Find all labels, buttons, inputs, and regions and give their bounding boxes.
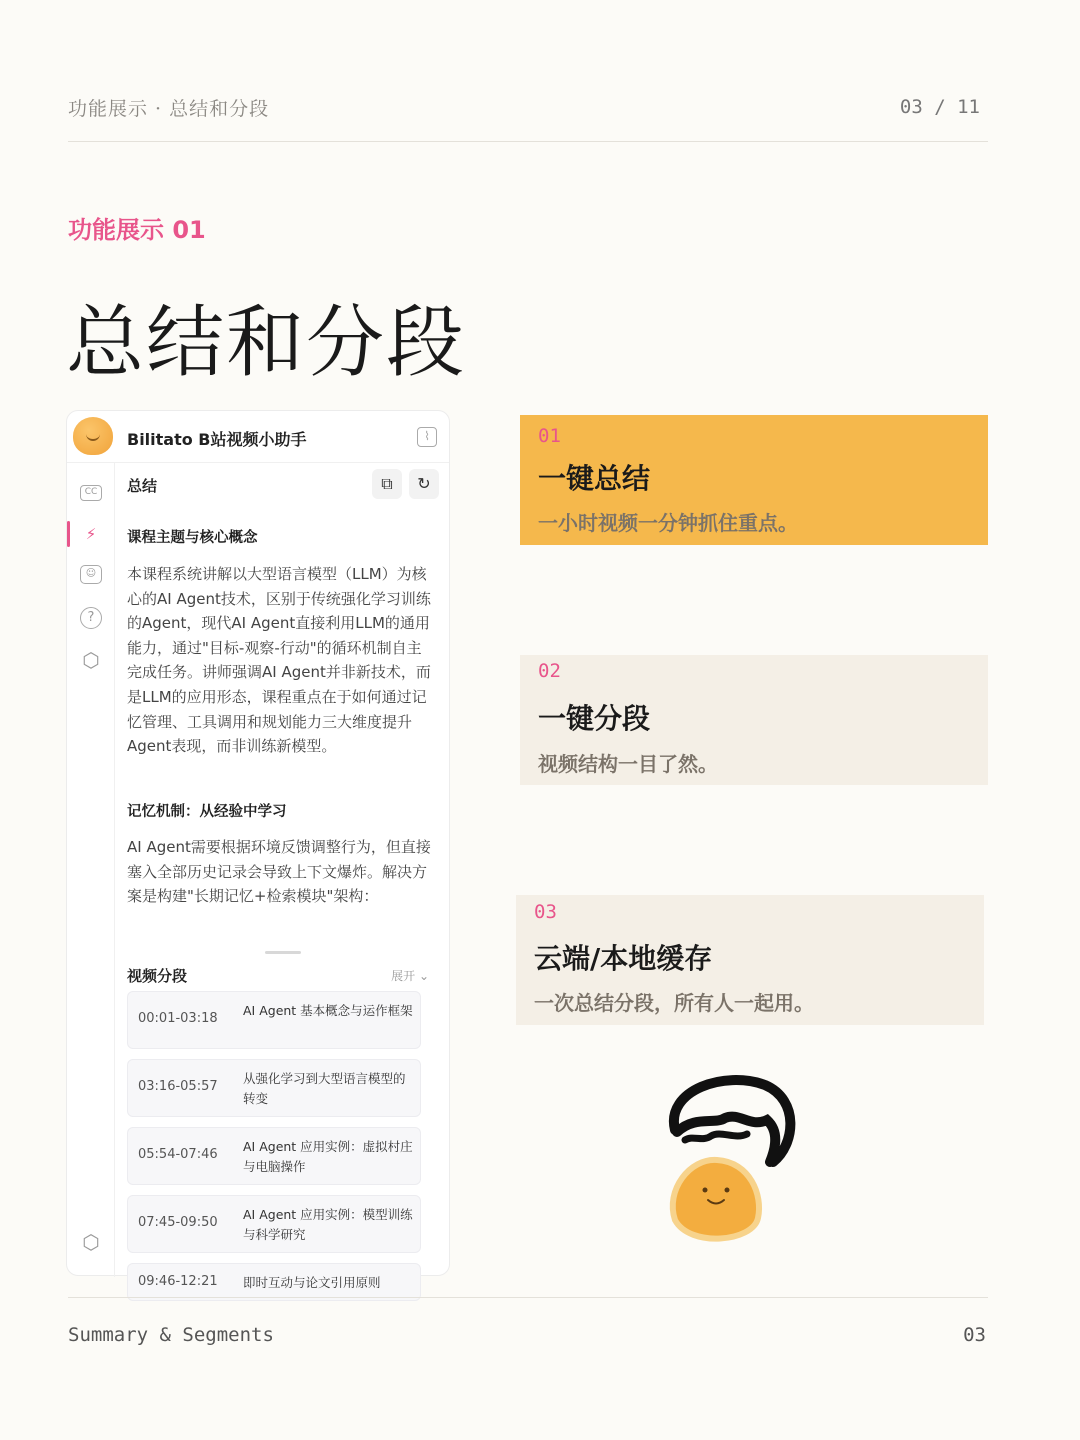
segment-item[interactable]	[127, 1263, 421, 1301]
chat-icon[interactable]: ☺	[80, 565, 102, 584]
settings-icon[interactable]: ⬡	[82, 1230, 100, 1254]
refresh-icon[interactable]: ↻	[409, 469, 439, 499]
segments-heading: 视频分段	[127, 967, 188, 985]
feature-number: 03	[534, 901, 557, 923]
feature-number: 01	[538, 425, 561, 447]
bolt-icon[interactable]: ⚡	[85, 525, 97, 543]
segment-time: 09:46-12:21	[138, 1274, 218, 1289]
segment-title: AI Agent 应用实例：虚拟村庄与电脑操作	[243, 1139, 413, 1174]
page-indicator: 03 / 11	[899, 96, 980, 118]
copy-icon[interactable]: ⧉	[372, 469, 402, 499]
section-body: 本课程系统讲解以大型语言模型（LLM）为核心的AI Agent技术，区别于传统强化学习训练的Agent，现代AI Agent直接利用LLM的通用能力，通过"目标-观察-行动"的循环机制自主完成任务。讲师强调AI Agent并非新技术，而是LLM的应用形态，课程重点在于如何通过记忆管理、工具调用和规划能力三大维度提升Agent表现，而非训练新模型。	[127, 565, 431, 756]
segment-title: 从强化学习到大型语言模型的转变	[243, 1071, 406, 1106]
section-heading: 课程主题与核心概念	[127, 530, 258, 546]
feature-card	[520, 655, 988, 785]
segment-item[interactable]	[127, 1059, 421, 1117]
footer-caption: Summary & Segments	[68, 1324, 274, 1346]
settings-icon[interactable]: ⬡	[82, 648, 100, 672]
summary-content	[127, 463, 439, 1290]
segment-item[interactable]	[127, 991, 421, 1049]
summary-heading: 总结	[127, 477, 158, 495]
help-icon[interactable]: ?	[80, 607, 102, 629]
scroll-handle[interactable]	[265, 951, 301, 954]
feature-desc: 一小时视频一分钟抓住重点。	[538, 511, 798, 535]
segment-title: 即时互动与论文引用原则	[243, 1275, 381, 1290]
expand-label: 展开	[391, 969, 416, 983]
mascot-sticker	[655, 1070, 805, 1250]
segment-item[interactable]	[127, 1195, 421, 1253]
app-title: Bilitato B站视频小助手	[127, 430, 307, 449]
feature-card	[516, 895, 984, 1025]
feature-desc: 视频结构一目了然。	[538, 752, 718, 776]
section-heading: 记忆机制：从经验中学习	[127, 804, 287, 820]
section-body: AI Agent需要根据环境反馈调整行为，但直接塞入全部历史记录会导致上下文爆炸。解决方案是构建"长期记忆+检索模块"架构：	[127, 838, 431, 906]
footer-page-number: 03	[963, 1324, 986, 1346]
side-rail	[67, 463, 115, 1277]
active-indicator	[67, 521, 70, 547]
feature-title: 一键总结	[538, 462, 651, 495]
feature-card	[520, 415, 988, 545]
app-panel	[66, 410, 450, 1290]
page-title: 总结和分段	[66, 298, 467, 388]
feature-number: 02	[538, 660, 561, 682]
feature-title: 云端/本地缓存	[534, 942, 713, 975]
footer-divider	[68, 1297, 988, 1298]
feature-desc: 一次总结分段，所有人一起用。	[534, 991, 814, 1015]
segment-time: 05:54-07:46	[138, 1147, 218, 1162]
cc-icon[interactable]: CC	[80, 485, 102, 501]
segment-time: 03:16-05:57	[138, 1079, 218, 1094]
top-bar	[68, 92, 988, 142]
mascot-avatar	[73, 417, 113, 455]
feature-title: 一键分段	[538, 702, 651, 735]
segment-title: AI Agent 应用实例：模型训练与科学研究	[243, 1207, 413, 1242]
segment-title: AI Agent 基本概念与运作框架	[243, 1003, 413, 1018]
segment-time: 07:45-09:50	[138, 1215, 218, 1230]
segment-item[interactable]	[127, 1127, 421, 1185]
panel-header	[67, 411, 449, 463]
segment-time: 00:01-03:18	[138, 1011, 218, 1026]
chart-icon[interactable]: ⌇	[417, 427, 437, 447]
expand-toggle[interactable]	[391, 967, 429, 984]
section-eyebrow: 功能展示 01	[68, 216, 206, 244]
breadcrumb: 功能展示 · 总结和分段	[68, 98, 270, 120]
chevron-down-icon: ⌄	[418, 969, 429, 983]
